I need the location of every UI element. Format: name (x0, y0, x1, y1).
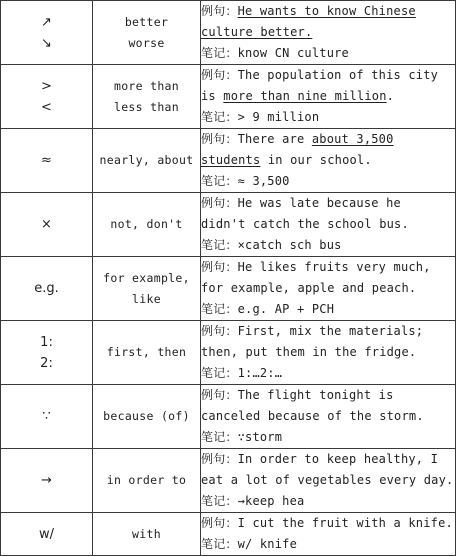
symbol-cell (1, 65, 93, 129)
example-text: . (386, 89, 395, 103)
example-cell (201, 193, 456, 257)
example-line (201, 406, 455, 427)
example-cell (201, 321, 456, 385)
meaning-text: like (132, 291, 161, 306)
note-label: 笔记： (201, 366, 238, 380)
table-row (1, 385, 456, 449)
example-line (201, 342, 455, 363)
example-cell (201, 449, 456, 513)
example-label: 例句： (201, 260, 238, 274)
note-line (201, 363, 455, 384)
example-text: He was late because he (237, 196, 401, 210)
note-text: ≈ 3,500 (237, 174, 290, 188)
example-cell (201, 129, 456, 193)
meaning-cell (93, 385, 201, 449)
example-text: canceled because of the storm. (201, 409, 424, 423)
symbol-cell (1, 513, 93, 556)
note-label: 笔记： (201, 46, 238, 60)
meaning-text: because (of) (103, 409, 190, 423)
symbol-cell (1, 385, 93, 449)
symbol-glyph: e.g. (34, 281, 59, 296)
example-text: In order to keep healthy, I (237, 452, 439, 466)
example-underlined: students (201, 153, 261, 167)
meaning-text: nearly, about (99, 153, 194, 167)
symbol-glyph: 2: (40, 355, 53, 371)
meaning-text: less than (113, 99, 179, 114)
example-cell (201, 1, 456, 65)
meaning-text: worse (128, 35, 165, 50)
example-text: didn't catch the school bus. (201, 217, 409, 231)
example-line (201, 86, 455, 107)
note-line (201, 427, 455, 448)
example-label: 例句： (201, 516, 238, 530)
symbol-glyph: > (41, 78, 52, 94)
example-label: 例句： (201, 68, 238, 82)
meaning-cell (93, 257, 201, 321)
symbol-cell (1, 449, 93, 513)
example-text: I cut the fruit with a knife. (237, 516, 453, 530)
table-row (1, 129, 456, 193)
example-text: eat a lot of vegetables every day. (201, 473, 454, 487)
example-cell (201, 65, 456, 129)
symbol-glyph: < (41, 99, 52, 115)
example-underlined: He wants to know Chinese (237, 4, 416, 18)
example-text: for example, apple and peach. (201, 281, 417, 295)
note-line (201, 171, 455, 192)
example-text: The population of this city (237, 68, 439, 82)
example-label: 例句： (201, 324, 238, 338)
note-text: e.g. AP + PCH (237, 302, 335, 316)
note-line (201, 43, 455, 64)
symbol-glyph: ≈ (41, 153, 52, 168)
meaning-cell (93, 193, 201, 257)
symbol-cell (1, 129, 93, 193)
note-line (201, 534, 455, 555)
note-label: 笔记： (201, 302, 238, 316)
symbol-cell (1, 257, 93, 321)
example-label: 例句： (201, 132, 238, 146)
example-line (201, 150, 455, 171)
note-label: 笔记： (201, 537, 238, 551)
symbol-cell (1, 193, 93, 257)
meaning-text: with (132, 526, 161, 541)
table-row (1, 193, 456, 257)
example-line (201, 193, 455, 214)
example-label: 例句： (201, 452, 238, 466)
symbol-cell (1, 321, 93, 385)
meaning-text: for example, (103, 270, 190, 285)
note-line (201, 107, 455, 128)
symbol-glyph: ↗ (41, 14, 52, 30)
meaning-text: first, then (106, 345, 187, 359)
note-text: ×catch sch bus (237, 238, 342, 252)
example-line (201, 385, 455, 406)
note-label: 笔记： (201, 174, 238, 188)
note-label: 笔记： (201, 430, 238, 444)
example-line (201, 449, 455, 470)
meaning-cell (93, 65, 201, 129)
note-text: > 9 million (237, 110, 320, 124)
note-text: w/ knife (237, 537, 298, 551)
symbol-glyph: 1: (40, 334, 53, 350)
example-label: 例句： (201, 4, 238, 18)
example-line (201, 257, 455, 278)
meaning-text: not, don't (110, 217, 183, 231)
table-row (1, 513, 456, 556)
example-line (201, 65, 455, 86)
meaning-cell (93, 321, 201, 385)
example-text: There are (237, 132, 312, 146)
example-label: 例句： (201, 388, 238, 402)
example-text: then, put them in the fridge. (201, 345, 417, 359)
meaning-cell (93, 129, 201, 193)
meaning-text: more than (113, 78, 179, 93)
example-underlined: more than nine million (223, 89, 387, 103)
table-row (1, 65, 456, 129)
example-line (201, 1, 455, 22)
note-label: 笔记： (201, 238, 238, 252)
table-row (1, 1, 456, 65)
meaning-cell (93, 513, 201, 556)
symbol-glyph: × (41, 217, 52, 232)
note-text: ∵storm (237, 430, 283, 444)
table-row (1, 257, 456, 321)
example-line (201, 470, 455, 491)
meaning-text: in order to (106, 473, 187, 487)
symbol-cell (1, 1, 93, 65)
example-text: in our school. (260, 153, 372, 167)
table-row (1, 321, 456, 385)
note-line (201, 299, 455, 320)
symbol-glyph: ∵ (42, 409, 51, 424)
example-line (201, 278, 455, 299)
example-cell (201, 257, 456, 321)
note-label: 笔记： (201, 494, 238, 508)
example-line (201, 321, 455, 342)
example-line (201, 214, 455, 235)
symbol-glyph: w/ (38, 526, 54, 542)
meaning-cell (93, 449, 201, 513)
note-text: 1:…2:… (237, 366, 283, 380)
meaning-cell (93, 1, 201, 65)
example-text: First, mix the materials; (237, 324, 424, 338)
symbol-glyph: ↘ (41, 35, 52, 51)
note-label: 笔记： (201, 110, 238, 124)
example-underlined: culture better. (201, 25, 313, 39)
table-row (1, 449, 456, 513)
note-line (201, 235, 455, 256)
example-cell (201, 385, 456, 449)
meaning-text: better (124, 14, 169, 29)
symbol-glyph: → (41, 473, 52, 488)
note-text: →keep hea (237, 494, 305, 508)
example-label: 例句： (201, 196, 238, 210)
example-cell (201, 513, 456, 556)
example-line (201, 513, 455, 534)
example-text: is (201, 89, 224, 103)
example-line (201, 129, 455, 150)
example-underlined: about 3,500 (311, 132, 394, 146)
note-text: know CN culture (237, 46, 349, 60)
example-line (201, 22, 455, 43)
example-text: He likes fruits very much, (237, 260, 431, 274)
note-line (201, 491, 455, 512)
example-text: The flight tonight is (237, 388, 394, 402)
